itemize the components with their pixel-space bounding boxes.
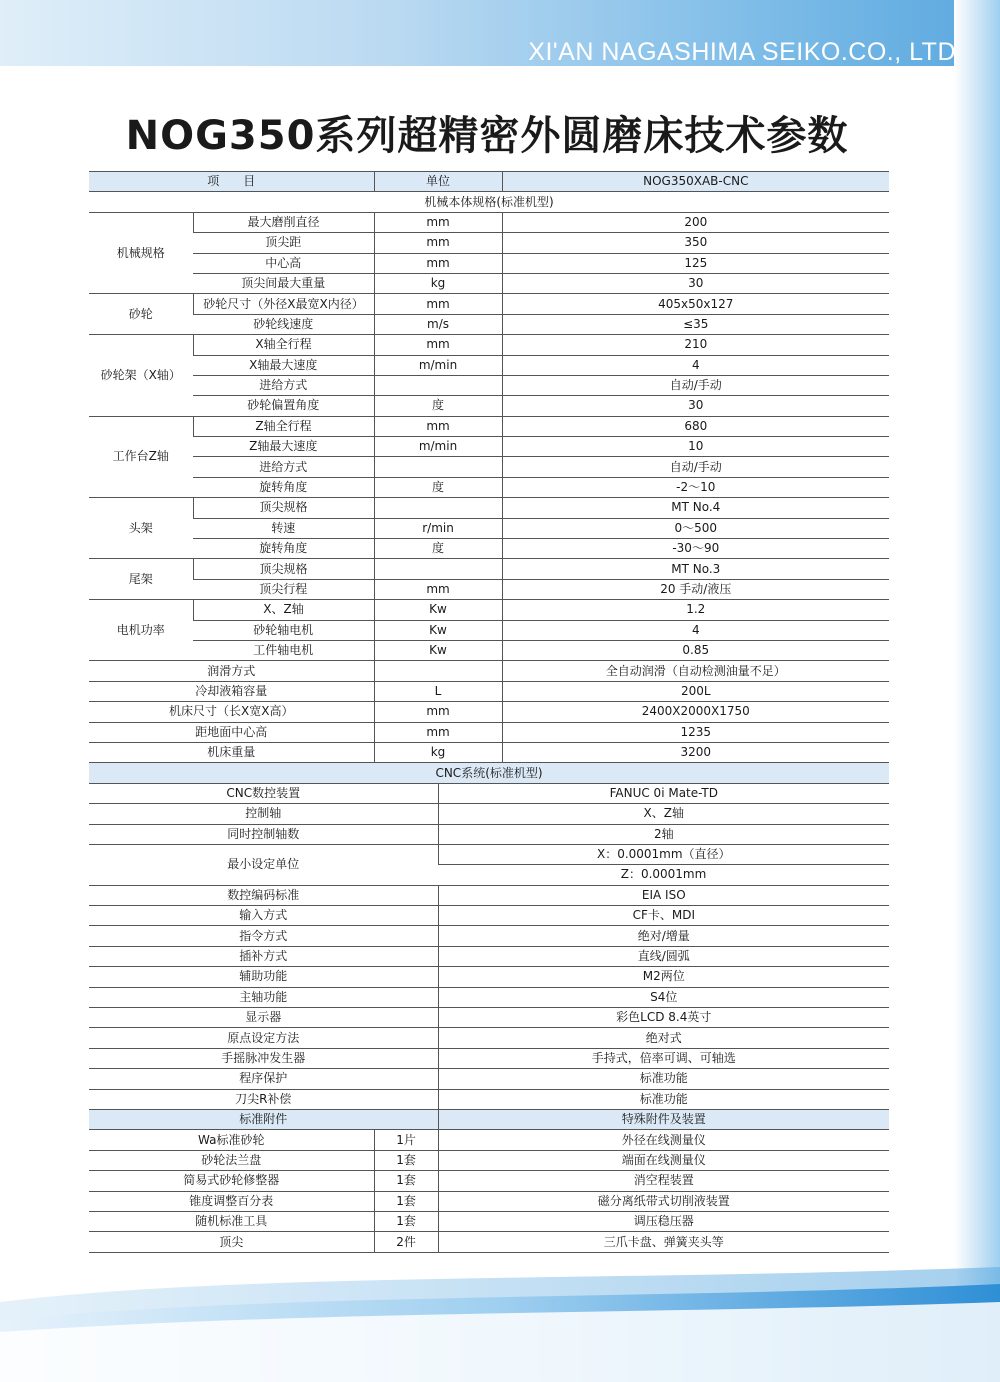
value-cell: 手持式，倍率可调、可轴选 [438, 1048, 889, 1068]
value-cell: 680 [502, 416, 889, 436]
item-cell: 砂轮偏置角度 [193, 396, 374, 416]
group-label: 电机功率 [89, 600, 193, 661]
table-row [89, 579, 889, 599]
item-cell: X轴最大速度 [193, 355, 374, 375]
table-row [89, 539, 889, 559]
accessory-qty: 2件 [374, 1232, 438, 1252]
special-accessory-item: 调压稳压器 [438, 1211, 889, 1231]
item-cell: 控制轴 [89, 804, 438, 824]
item-cell: 顶尖间最大重量 [193, 273, 374, 293]
unit-cell [374, 559, 502, 579]
value-cell: 绝对式 [438, 1028, 889, 1048]
column-header-row [89, 172, 889, 192]
accessories-header-row [89, 1109, 889, 1129]
table-row [89, 906, 889, 926]
special-accessories-header: 特殊附件及装置 [438, 1109, 889, 1129]
column-header-model: NOG350XAB-CNC [502, 172, 889, 192]
unit-cell [374, 375, 502, 395]
item-cell: 砂轮线速度 [193, 314, 374, 334]
group-label: 砂轮 [89, 294, 193, 335]
value-cell: 125 [502, 253, 889, 273]
unit-cell: mm [374, 335, 502, 355]
unit-cell: Kw [374, 600, 502, 620]
table-row [89, 885, 889, 905]
table-row [89, 375, 889, 395]
spec-table [89, 171, 889, 1253]
accessory-item: 顶尖 [89, 1232, 374, 1252]
unit-cell [374, 498, 502, 518]
item-cell: 数控编码标准 [89, 885, 438, 905]
value-cell: 200L [502, 681, 889, 701]
item-cell: 旋转角度 [193, 477, 374, 497]
item-cell: 辅助功能 [89, 967, 438, 987]
unit-cell: r/min [374, 518, 502, 538]
standard-accessories-header: 标准附件 [89, 1109, 438, 1129]
table-row [89, 335, 889, 355]
table-row [89, 1130, 889, 1150]
item-cell: 进给方式 [193, 457, 374, 477]
table-row [89, 518, 889, 538]
section-header-row [89, 763, 889, 783]
unit-cell: Kw [374, 620, 502, 640]
item-cell: Z轴全行程 [193, 416, 374, 436]
table-row [89, 967, 889, 987]
special-accessory-item: 端面在线测量仪 [438, 1150, 889, 1170]
table-row [89, 212, 889, 232]
value-cell: X、Z轴 [438, 804, 889, 824]
item-cell: X、Z轴 [193, 600, 374, 620]
group-label: 工作台Z轴 [89, 416, 193, 498]
table-row [89, 722, 889, 742]
bottom-wave-decoration [0, 1262, 1000, 1382]
unit-cell: 度 [374, 396, 502, 416]
item-cell: 砂轮轴电机 [193, 620, 374, 640]
unit-cell: mm [374, 212, 502, 232]
value-cell: EIA ISO [438, 885, 889, 905]
item-cell: 顶尖距 [193, 233, 374, 253]
unit-cell: 度 [374, 539, 502, 559]
accessory-item: 简易式砂轮修整器 [89, 1171, 374, 1191]
item-cell: 主轴功能 [89, 987, 438, 1007]
item-cell: 最大磨削直径 [193, 212, 374, 232]
special-accessory-item: 消空程装置 [438, 1171, 889, 1191]
item-cell: 输入方式 [89, 906, 438, 926]
unit-cell: mm [374, 702, 502, 722]
table-row [89, 1089, 889, 1109]
value-cell: 彩色LCD 8.4英寸 [438, 1008, 889, 1028]
item-cell: 工件轴电机 [193, 640, 374, 660]
value-cell: S4位 [438, 987, 889, 1007]
table-row [89, 498, 889, 518]
unit-cell [374, 457, 502, 477]
table-row [89, 457, 889, 477]
value-cell: MT No.3 [502, 559, 889, 579]
table-row [89, 824, 889, 844]
value-cell: 210 [502, 335, 889, 355]
unit-cell: m/min [374, 437, 502, 457]
table-row [89, 844, 889, 864]
table-row [89, 314, 889, 334]
accessory-qty: 1套 [374, 1171, 438, 1191]
column-header-item: 项 目 [89, 172, 374, 192]
table-row [89, 681, 889, 701]
section-title: 机械本体规格(标准机型) [89, 192, 889, 212]
value-cell: 30 [502, 396, 889, 416]
item-cell: 顶尖行程 [193, 579, 374, 599]
accessory-qty: 1片 [374, 1130, 438, 1150]
unit-cell: mm [374, 579, 502, 599]
value-cell: -30～90 [502, 539, 889, 559]
accessory-qty: 1套 [374, 1211, 438, 1231]
value-cell: 2400X2000X1750 [502, 702, 889, 722]
company-name: XI'AN NAGASHIMA SEIKO.CO., LTD [528, 38, 956, 66]
value-cell: 全自动润滑（自动检测油量不足） [502, 661, 889, 681]
accessory-item: 随机标准工具 [89, 1211, 374, 1231]
group-label: 砂轮架（X轴） [89, 335, 193, 417]
table-row [89, 702, 889, 722]
table-row [89, 1191, 889, 1211]
value-cell: X：0.0001mm（直径） [438, 844, 889, 864]
unit-cell: mm [374, 233, 502, 253]
unit-cell: L [374, 681, 502, 701]
item-cell: CNC数控装置 [89, 783, 438, 803]
value-cell: 4 [502, 355, 889, 375]
item-cell: 同时控制轴数 [89, 824, 438, 844]
value-cell: 直线/圆弧 [438, 946, 889, 966]
value-cell: 10 [502, 437, 889, 457]
group-label: 头架 [89, 498, 193, 559]
item-cell: 机床尺寸（长X宽X高） [89, 702, 374, 722]
item-cell: 距地面中心高 [89, 722, 374, 742]
accessory-item: Wa标准砂轮 [89, 1130, 374, 1150]
item-cell: 顶尖规格 [193, 498, 374, 518]
value-cell: Z：0.0001mm [438, 865, 889, 885]
item-cell: X轴全行程 [193, 335, 374, 355]
unit-cell: mm [374, 294, 502, 314]
value-cell: 200 [502, 212, 889, 232]
item-cell: 砂轮尺寸（外径X最宽X内径） [193, 294, 374, 314]
special-accessory-item: 三爪卡盘、弹簧夹头等 [438, 1232, 889, 1252]
table-row [89, 416, 889, 436]
table-row [89, 1028, 889, 1048]
special-accessory-item: 外径在线测量仪 [438, 1130, 889, 1150]
table-row [89, 1048, 889, 1068]
value-cell: 4 [502, 620, 889, 640]
value-cell: CF卡、MDI [438, 906, 889, 926]
item-cell: 刀尖R补偿 [89, 1089, 438, 1109]
section-title: CNC系统(标准机型) [89, 763, 889, 783]
table-row [89, 1150, 889, 1170]
table-row [89, 477, 889, 497]
item-cell: 程序保护 [89, 1069, 438, 1089]
item-cell: 指令方式 [89, 926, 438, 946]
side-band [954, 0, 1000, 1382]
value-cell: 0.85 [502, 640, 889, 660]
unit-cell: m/s [374, 314, 502, 334]
value-cell: 2轴 [438, 824, 889, 844]
table-row [89, 987, 889, 1007]
table-row [89, 742, 889, 762]
value-cell: 3200 [502, 742, 889, 762]
item-cell: 原点设定方法 [89, 1028, 438, 1048]
value-cell: M2两位 [438, 967, 889, 987]
unit-cell [374, 661, 502, 681]
item-cell: 机床重量 [89, 742, 374, 762]
table-row [89, 640, 889, 660]
item-cell: 转速 [193, 518, 374, 538]
table-row [89, 437, 889, 457]
value-cell: 标准功能 [438, 1069, 889, 1089]
unit-cell: mm [374, 416, 502, 436]
item-cell: 手摇脉冲发生器 [89, 1048, 438, 1068]
value-cell: 0～500 [502, 518, 889, 538]
item-cell: 中心高 [193, 253, 374, 273]
item-cell: 进给方式 [193, 375, 374, 395]
table-row [89, 661, 889, 681]
group-label: 尾架 [89, 559, 193, 600]
table-row [89, 1171, 889, 1191]
table-row [89, 233, 889, 253]
table-row [89, 946, 889, 966]
unit-cell: m/min [374, 355, 502, 375]
item-cell: 插补方式 [89, 946, 438, 966]
unit-cell: mm [374, 253, 502, 273]
value-cell: MT No.4 [502, 498, 889, 518]
table-row [89, 253, 889, 273]
value-cell: 标准功能 [438, 1089, 889, 1109]
table-row [89, 1232, 889, 1252]
page-title: NOG350系列超精密外圆磨床技术参数 [125, 113, 849, 159]
section-header-row [89, 192, 889, 212]
table-row [89, 804, 889, 824]
accessory-item: 锥度调整百分表 [89, 1191, 374, 1211]
value-cell: 绝对/增量 [438, 926, 889, 946]
unit-cell: kg [374, 742, 502, 762]
table-row [89, 355, 889, 375]
item-cell: 冷却液箱容量 [89, 681, 374, 701]
value-cell: 1235 [502, 722, 889, 742]
table-row [89, 620, 889, 640]
table-row [89, 926, 889, 946]
value-cell: 20 手动/液压 [502, 579, 889, 599]
value-cell: 30 [502, 273, 889, 293]
value-cell: 自动/手动 [502, 375, 889, 395]
value-cell: ≤35 [502, 314, 889, 334]
accessory-qty: 1套 [374, 1191, 438, 1211]
unit-cell: Kw [374, 640, 502, 660]
table-row [89, 783, 889, 803]
table-row [89, 1069, 889, 1089]
table-row [89, 1211, 889, 1231]
special-accessory-item: 磁分离纸带式切削液装置 [438, 1191, 889, 1211]
value-cell: -2～10 [502, 477, 889, 497]
value-cell: FANUC 0i Mate-TD [438, 783, 889, 803]
value-cell: 自动/手动 [502, 457, 889, 477]
item-cell: Z轴最大速度 [193, 437, 374, 457]
unit-cell: kg [374, 273, 502, 293]
table-row [89, 559, 889, 579]
value-cell: 1.2 [502, 600, 889, 620]
accessory-item: 砂轮法兰盘 [89, 1150, 374, 1170]
item-cell: 顶尖规格 [193, 559, 374, 579]
table-row [89, 294, 889, 314]
unit-cell: mm [374, 722, 502, 742]
unit-cell: 度 [374, 477, 502, 497]
group-label: 机械规格 [89, 212, 193, 294]
table-row [89, 1008, 889, 1028]
column-header-unit: 单位 [374, 172, 502, 192]
table-row [89, 273, 889, 293]
value-cell: 405x50x127 [502, 294, 889, 314]
table-row [89, 600, 889, 620]
accessory-qty: 1套 [374, 1150, 438, 1170]
item-cell: 最小设定单位 [89, 844, 438, 885]
item-cell: 润滑方式 [89, 661, 374, 681]
item-cell: 旋转角度 [193, 539, 374, 559]
value-cell: 350 [502, 233, 889, 253]
table-row [89, 396, 889, 416]
item-cell: 显示器 [89, 1008, 438, 1028]
